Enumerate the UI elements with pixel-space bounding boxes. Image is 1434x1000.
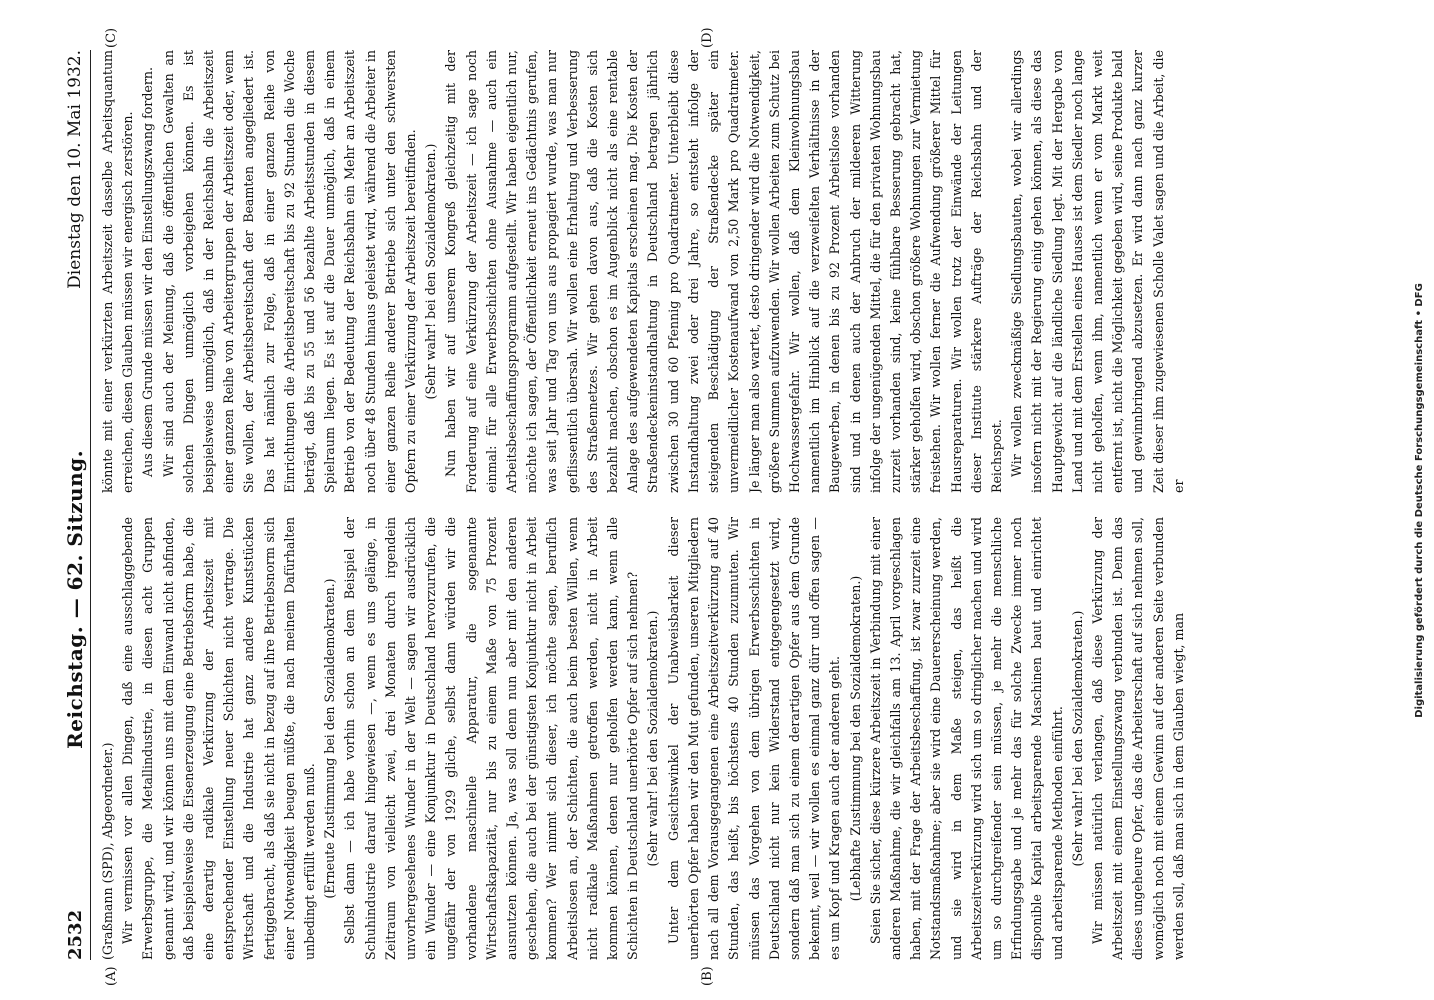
margin-mark-d: (D) [700, 27, 715, 48]
left-column [98, 517, 1288, 960]
paragraph: Unter dem Gesichtswinkel der Unabweisbarkeit dieser unerhörten Opfer haben wir den Mut gefunden, unseren Mitgliedern nach all dem Vorausgegangenen eine Arbeitszeitverkürzung auf 40 Stunden, das heißt, bis höchstens 40 Stunden zuzumuten. Wir müssen das Vorgehen von dem übrigen Erwerbsschichten in Deutschland nicht nur kein Widerstand entgegengesetzt wird, sondern daß man sich zu einem derartigen Opfer aus dem Grunde bekennt, weil — wir wollen es einmal ganz dürr und offen sagen — es um Kopf und Kragen auch der anderen geht. [665, 517, 843, 960]
paragraph: Selbst dann — ich habe vorhin schon an dem Beispiel der Schuhindustrie darauf hingewiesen —, wenn es uns gelänge, in Zeitraum von vielleicht zwei, drei Monaten durch irgendein unvorhergesehenes Wunder in der Welt — sagen wir ausdrücklich ein Wunder — eine Konjunktur in Deutschland hervorzurufen, die ungefähr der von 1929 gliche, selbst dann würden wir die vorhandene maschinelle Apparatur, die sogenannte Wirtschaftskapazität, nur bis zu einem Maße von 75 Prozent ausnutzen können. Ja, was soll denn nun aber mit den anderen geschehen, die auch bei der günstigsten Konjunktur nicht in Arbeit kommen? Wer nimmt sich dieser, ich möchte sagen, beruflich Arbeitslosen an, der Schichten, die auch beim besten Willen, wenn nicht radikale Maßnahmen getroffen werden, nicht in Arbeit kommen können, denen nur geholfen werden kann, wenn alle Schichten in Deutschland unerhörte Opfer auf sich nehmen? [342, 517, 641, 960]
reaction: (Lebhafte Zustimmung bei den Sozialdemokraten.) [847, 575, 863, 902]
reaction: (Sehr wahr! bei den Sozialdemokraten.) [423, 143, 439, 400]
text-columns [98, 50, 1288, 960]
margin-mark-b: (B) [700, 966, 715, 986]
paragraph: Wir wollen zweckmäßige Siedlungsbauten, wobei wir allerdings insofern nicht mit der Regierung einig gehen können, als diese das Hauptgewicht auf die ländliche Siedlung legt. Mit der Hergabe von Land und mit dem Erstellen eines Hauses ist dem Siedler noch lange nicht geholfen, wenn ihm, namentlich wenn er vom Markt weit entfernt ist, nicht die Möglichkeit gegeben wird, seine Produkte bald und gewinnbringend abzusetzen. Er wird dann nach ganz kurzer Zeit dieser ihm zugewiesenen Scholle Valet sagen und die Arbeit, die er [1009, 50, 1186, 493]
speaker-intro: (Graßmann (SPD), Abgeordneter.) [100, 742, 115, 960]
session-date: Dienstag den 10. Mai 1932. [65, 50, 85, 289]
right-column [98, 50, 1288, 493]
page-number: 2532 [64, 909, 86, 960]
page-header [60, 50, 91, 960]
paragraph: könnte mit einer verkürzten Arbeitszeit dasselbe Arbeitsquantum erreichen, diesen Glauben müssen wir energisch zerstören. [100, 50, 136, 493]
paragraph: Wir sind auch der Meinung, daß die öffentlichen Gewalten an solchen Dingen unmöglich vorbeigehen können. Es ist beispielsweise unmöglich, daß in der Reichsbahn die Arbeitszeit einer ganzen Reihe von Arbeitergruppen der Arbeitszeit oder, wenn Sie wollen, der Arbeitsbereitschaft der Beamten angegliedert ist. Das hat nämlich zur Folge, daß in einer ganzen Reihe von Einrichtungen die Arbeitsbereitschaft bis zu 92 Stunden die Woche beträgt, daß bis zu 55 und 56 bezahlte Arbeitsstunden in diesem Spielraum liegen. Es ist auf die Dauer unmöglich, daß in einem Betrieb von der Bedeutung der Reichsbahn ein Mehr an Arbeitszeit noch über 48 Stunden hinaus geleistet wird, während die Arbeiter in einer ganzen Reihe anderer Betriebe sich unter den schwersten Opfern zu einer Verkürzung der Arbeitszeit bereitfinden. [160, 50, 419, 493]
stamp-text: Digitalisierung gefördert durch die Deutsche Forschungsgemeinschaft • DFG [1413, 282, 1425, 718]
margin-mark-c: (C) [104, 27, 119, 48]
paragraph: Aus diesem Grunde müssen wir den Einstellungszwang fordern. [140, 66, 156, 477]
paragraph: Seien Sie sicher, diese kürzere Arbeitszeit in Verbindung mit einer anderen Maßnahme, die wir gleichfalls am 13. April vorgeschlagen haben, mit der Frage der Arbeitsbeschaffung, ist zwar zurzeit eine Notstandsmaßnahme; aber sie wird eine Dauererscheinung werden, und sie wird in dem Maße steigen, das heißt die Arbeitszeitverkürzung wird sich um so dringlicher machen und wird um so durchgreifender sein müssen, je mehr die menschliche Erfindungsgabe und je mehr das für solche Zwecke immer noch disponible Kapital arbeitsparende Maschinen baut und einrichtet und arbeitsparende Methoden einführt. [867, 517, 1065, 960]
digitization-stamp [1410, 10, 1428, 990]
reaction: (Sehr wahr! bei den Sozialdemokraten.) [1069, 610, 1085, 867]
running-title: Reichstag. — 62. Sitzung. [63, 449, 87, 749]
reaction: (Erneute Zustimmung bei den Sozialdemokraten.) [322, 578, 338, 899]
reaction: (Sehr wahr! bei den Sozialdemokraten.) [645, 610, 661, 867]
paragraph: Wir müssen natürlich verlangen, daß diese Verkürzung der Arbeitszeit mit einem Einstellungszwang verbunden ist. Denn das dieses ungeheure Opfer, das die Arbeiterschaft auf sich nehmen soll, womöglich noch mit einem Gewinn auf der anderen Seite verbunden werden soll, daß man sich in dem Glauben wiegt, man [1089, 517, 1186, 960]
paragraph: Wir vermissen vor allen Dingen, daß eine ausschlaggebende Erwerbsgruppe, die Metallindustrie, in diesen acht Gruppen genannt wird, und wir können uns mit dem Einwand nicht abfinden, daß beispielsweise die Eisenerzeugung eine Betriebsform habe, die eine derartig radikale Verkürzung der Arbeitszeit mit entsprechender Einstellung neuer Schichten nicht vertrage. Die Wirtschaft und die Industrie hat ganz andere Kunststücken fertiggebracht, als daß sie nicht in bezug auf ihre Betriebsnorm sich einer Notwendigkeit beugen müßte, die nach meinem Dafürhalten unbedingt erfüllt werden muß. [120, 517, 318, 960]
margin-mark-a: (A) [104, 966, 119, 986]
paragraph: Nun haben wir auf unserem Kongreß gleichzeitig mit der Forderung auf eine Verkürzung der Arbeitszeit — ich sage noch einmal: für alle Erwerbsschichten ohne Ausnahme — auch ein Arbeitsbeschaffungsprogramm aufgestellt. Wir haben eigentlich nur, möchte ich sagen, der Öffentlichkeit erneut ins Gedächtnis gerufen, was seit Jahr und Tag von uns aus propagiert wurde, was man nur geflissentlich übersah. Wir wollen eine Erhaltung und Verbesserung des Straßennetzes. Wir gehen davon aus, daß die Kosten sich bezahlt machen, obschon es im Augenblick nicht als eine rentable Anlage des aufgewendeten Kapitals erscheinen mag. Die Kosten der Straßendeckeninstandhaltung in Deutschland betragen jährlich zwischen 30 und 60 Pfennig pro Quadratmeter. Unterbleibt diese Instandhaltung zwei oder drei Jahre, so entsteht infolge der steigenden Beschädigung der Straßendecke später ein unvermeidlicher Kostenaufwand von 2,50 Mark pro Quadratmeter. Je länger man also wartet, desto dringender wird die Notwendigkeit, größere Summen aufzuwenden. Wir wollen Arbeiten zum Schutz bei Hochwassergefahr. Wir wollen, daß dem Kleinwohnungsbau namentlich im Hinblick auf die verzweifelten Verhältnisse in der Baugewerben, in denen bis zu 92 Prozent Arbeitslose vorhanden sind und in denen auch der Anbruch der mildeeren Witterung infolge der ungenügenden Mittel, die für den privaten Wohnungsbau zurzeit vorhanden sind, keine fühlbare Besserung gebracht hat, stärker geholfen wird, obschon größere Wohnungen zur Vermietung freistehen. Wir wollen ferner die Aufwendung größerer Mittel für Hausreparaturen. Wir wollen trotz der Einwände der Leitungen dieser Institute stärkere Aufträge der Reichsbahn und der Reichspost. [443, 50, 1004, 493]
